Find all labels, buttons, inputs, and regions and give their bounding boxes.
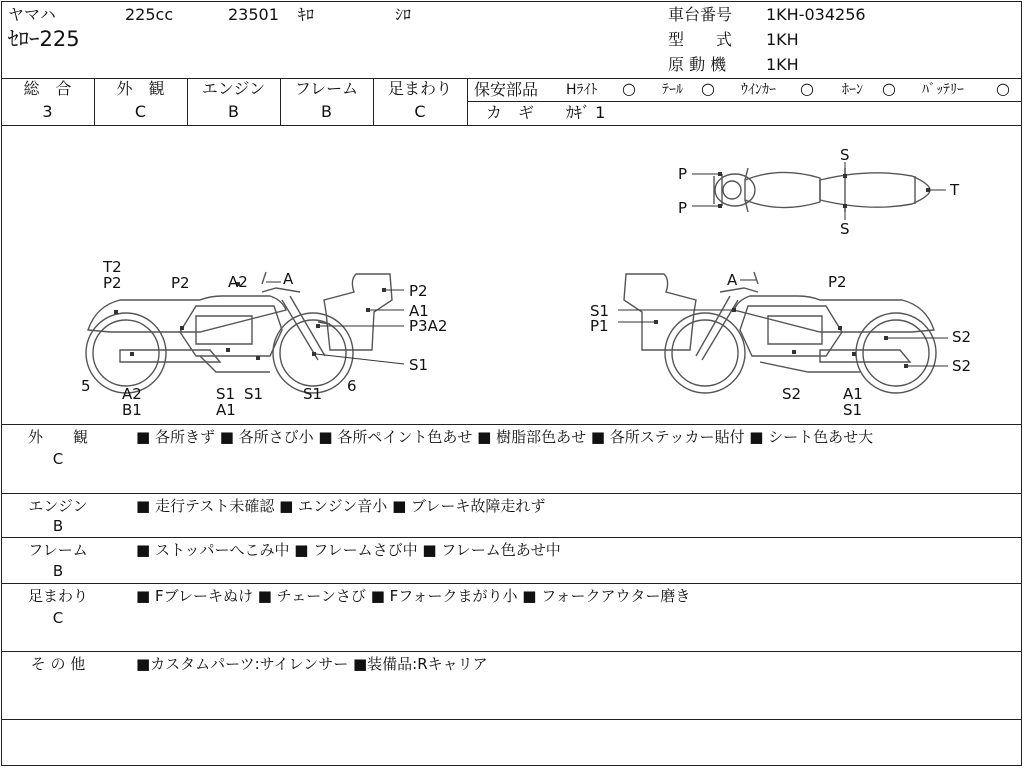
- engine-value: 1KH: [766, 55, 799, 74]
- grade-exterior-label: 外 観: [116, 79, 165, 98]
- left-label-b1: B1: [122, 401, 142, 419]
- left-label-p2-c: P2: [409, 282, 428, 300]
- safety-horn-label: ﾎｰﾝ: [842, 82, 863, 98]
- left-label-a2-a: A2: [228, 273, 248, 291]
- engine-label: 原 動 機: [668, 55, 727, 74]
- safety-tail-mark: ○: [701, 79, 715, 98]
- top-label-p-lower: P: [678, 199, 688, 217]
- left-label-s1-a: S1: [409, 356, 429, 374]
- section-engine-grade: B: [52, 517, 64, 535]
- grade-frame-label: フレーム: [294, 79, 359, 98]
- key-label: カ ギ: [486, 103, 535, 122]
- frame-no-value: 1KH-034256: [766, 5, 866, 24]
- safety-title: 保安部品: [474, 80, 539, 99]
- left-label-t2: T2: [103, 258, 122, 276]
- safety-winker-mark: ○: [800, 79, 814, 98]
- divider: [1, 719, 1022, 720]
- section-exterior-text: ■ 各所きず ■ 各所さび小 ■ 各所ペイント色あせ ■ 樹脂部色あせ ■ 各所ステッカー貼付 ■ シート色あせ大: [136, 428, 874, 446]
- safety-tail-label: ﾃｰﾙ: [662, 82, 683, 98]
- divider: [1, 583, 1022, 584]
- section-engine-label: エンジン: [28, 497, 88, 515]
- right-label-a: A: [727, 271, 738, 289]
- safety-horn-mark: ○: [882, 79, 896, 98]
- left-label-5: 5: [81, 377, 91, 395]
- mileage: 23501: [228, 5, 279, 24]
- grade-overall-value: 3: [42, 102, 53, 121]
- top-label-s-lower: S: [840, 220, 850, 238]
- left-label-a: A: [283, 270, 294, 288]
- grade-overall-label: 総 合: [23, 79, 72, 98]
- grade-engine-label: エンジン: [201, 79, 266, 98]
- left-label-a2-b: A2: [122, 385, 142, 403]
- grade-suspension-label: 足まわり: [387, 79, 452, 98]
- left-label-6: 6: [347, 377, 357, 395]
- color: ｼﾛ: [395, 5, 412, 24]
- section-other-label: そ の 他: [30, 655, 86, 673]
- frame-no-label: 車台番号: [668, 5, 733, 24]
- section-suspension-text: ■ Fブレーキぬけ ■ チェーンさび ■ Fフォークまがり小 ■ フォークアウター磨き: [136, 587, 691, 605]
- safety-battery-label: ﾊﾞｯﾃﾘｰ: [922, 82, 964, 98]
- key-value: ｶｷﾞ 1: [566, 103, 606, 122]
- grade-suspension-value: C: [414, 102, 426, 121]
- grade-frame-value: B: [321, 102, 332, 121]
- section-suspension-grade: C: [52, 609, 64, 627]
- top-label-p-upper: P: [678, 165, 688, 183]
- right-label-s2-a: S2: [952, 328, 972, 346]
- top-label-t: T: [950, 181, 960, 199]
- top-label-s-upper: S: [840, 146, 850, 164]
- grade-exterior-value: C: [134, 102, 147, 121]
- divider: [1, 493, 1022, 494]
- right-label-a1: A1: [843, 385, 863, 403]
- right-label-s2-b: S2: [952, 357, 972, 375]
- left-label-p2-a: P2: [103, 274, 122, 292]
- left-label-p2-b: P2: [171, 274, 190, 292]
- displacement: 225cc: [125, 5, 174, 24]
- section-suspension-label: 足まわり: [27, 587, 88, 605]
- bike-top-view: [714, 168, 930, 212]
- section-frame-grade: B: [52, 562, 64, 580]
- safety-headlight-mark: ○: [622, 79, 636, 98]
- mileage-unit: ｷﾛ: [298, 5, 315, 24]
- left-label-p3a2: P3A2: [409, 317, 448, 335]
- type-value: 1KH: [766, 30, 799, 49]
- safety-winker-label: ｳｲﾝｶｰ: [741, 82, 776, 98]
- safety-headlight-label: Hﾗｲﾄ: [566, 82, 598, 98]
- section-exterior-label: 外 観: [27, 428, 88, 446]
- section-engine-text: ■ 走行テスト未確認 ■ エンジン音小 ■ ブレーキ故障走れず: [136, 497, 546, 515]
- left-label-s1-b: S1: [216, 385, 236, 403]
- type-label: 型 式: [668, 30, 733, 49]
- maker: ヤマハ: [8, 5, 56, 24]
- right-label-s2-c: S2: [782, 385, 802, 403]
- left-label-s1-d: S1: [303, 385, 323, 403]
- divider: [1, 537, 1022, 538]
- section-frame-label: フレーム: [28, 541, 88, 559]
- left-label-a1-b: A1: [216, 401, 236, 419]
- model-name: ｾﾛｰ225: [8, 27, 80, 51]
- left-label-a1: A1: [409, 302, 429, 320]
- section-other-text: ■カスタムパーツ:サイレンサー ■装備品:Rキャリア: [136, 655, 488, 673]
- bike-right-view: [624, 272, 936, 393]
- right-label-s1-a: S1: [590, 302, 610, 320]
- right-label-p1: P1: [590, 317, 609, 335]
- grade-engine-value: B: [228, 102, 239, 121]
- section-exterior-grade: C: [52, 450, 64, 468]
- right-label-s1-b: S1: [843, 401, 863, 419]
- right-label-p2: P2: [828, 273, 847, 291]
- left-label-s1-c: S1: [244, 385, 264, 403]
- section-frame-text: ■ ストッパーへこみ中 ■ フレームさび中 ■ フレーム色あせ中: [136, 541, 561, 559]
- divider: [1, 651, 1022, 652]
- safety-battery-mark: ○: [996, 79, 1010, 98]
